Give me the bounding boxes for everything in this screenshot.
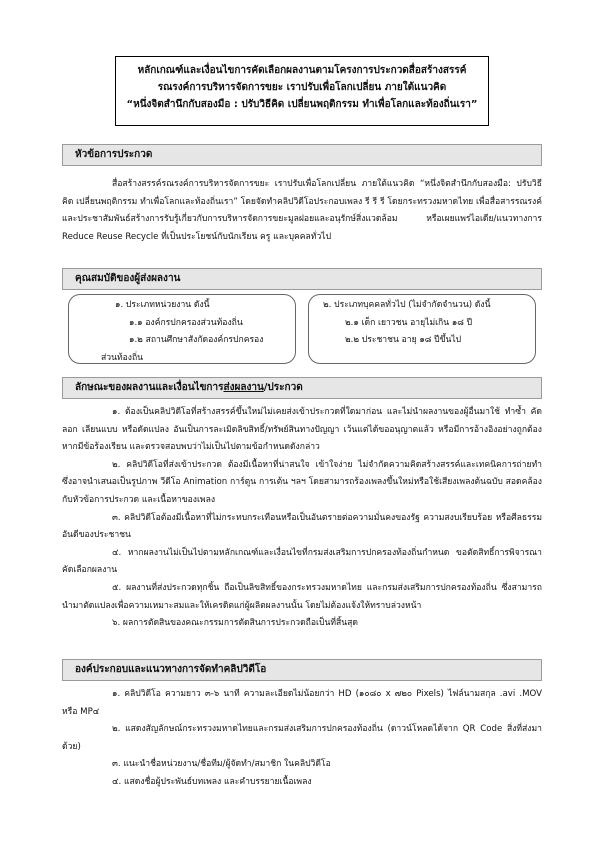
condition-6: ๖. ผลการตัดสินของคณะกรรมการตัดสินการประกวดถือเป็นที่สิ้นสุด	[112, 618, 358, 629]
condition-3: ๓. คลิปวิดีโอต้องมีเนื้อหาที่ไม่กระทบกระเทือนหรือเป็นอันตรายต่อความมั่นคงของรัฐ ความสงบเรียบร้อย หรือศีลธรรมอันดีของประชาชน	[62, 512, 542, 541]
heading-part: ลักษณะของผลงานและเงื่อนไขการ	[75, 382, 224, 393]
section-heading-work-conditions	[62, 377, 542, 399]
component-3: ๓. แนะนำชื่อหน่วยงาน/ชื่อทีม/ผู้จัดทำ/สมาชิก ในคลิปวิดีโอ	[112, 759, 331, 770]
qualification-subitem: ๑.๑ องค์กรปกครองส่วนท้องถิ่น	[129, 317, 243, 328]
qualification-subitem-continued: ส่วนท้องถิ่น	[101, 352, 144, 363]
condition-4: ๔. หากผลงานไม่เป็นไปตามหลักเกณฑ์และเงื่อนไขที่กรมส่งเสริมการปกครองท้องถิ่นกำหนด ขอตัดสิทธิ์การพิจารณาคัดเลือกผลงาน	[62, 547, 542, 576]
component-2: ๒. แสดงสัญลักษณ์กระทรวงมหาดไทยและกรมส่งเสริมการปกครองท้องถิ่น (ดาวน์โหลดได้จาก QR Code สิ่งที่ส่งมาด้วย)	[62, 724, 542, 752]
heading-part: /ประกวด	[263, 382, 303, 393]
qualification-item: ๒. ประเภทบุคคลทั่วไป (ไม่จำกัดจำนวน) ดังนี้	[323, 300, 491, 310]
section-body-contest-topic	[62, 176, 542, 246]
section-body-work-conditions	[62, 404, 542, 633]
qualification-box-individual	[308, 294, 536, 364]
condition-5: ๕. ผลงานที่ส่งประกวดทุกชิ้น ถือเป็นลิขสิทธิ์ของกระทรวงมหาดไทย และกรมส่งเสริมการปกครองท้องถิ่น ซึ่งสามารถนำมาตัดแปลงเพื่อความเหมาะสมและให้เครดิตแก่ผู้ผลิตผลงานนั้น โดยไม่ต้องแจ้งให้ทราบล่วงหน้า	[62, 582, 542, 611]
title-line-1: หลักเกณฑ์และเงื่อนไขการคัดเลือกผลงานตามโครงการประกวดสื่อสร้างสรรค์	[137, 65, 467, 76]
heading-part-underlined: ส่งผลงาน	[223, 382, 264, 393]
condition-1: ๑. ต้องเป็นคลิปวิดีโอที่สร้างสรรค์ขึ้นใหม่ไม่เคยส่งเข้าประกวดที่ใดมาก่อน และไม่นำผลงานของผู้อื่นมาใช้ ทำซ้ำ คัดลอก เลียนแบบ หรือดัดแปลง อันเป็นการละเมิดลิขสิทธิ์/ทรัพย์สินทางปัญญา เว้นแต่ได้ขออนุญาตแล้ว หรือมีการอ้างอิงอย่างถูกต้อง หากมีข้อร้องเรียน และตรวจสอบพบว่าไม่เป็นไปตามข้อกำหนดดังกล่าว	[62, 407, 542, 453]
qualification-item: ๑. ประเภทหน่วยงาน ดังนี้	[115, 300, 210, 310]
title-line-2: รณรงค์การบริหารจัดการขยะ เราปรับเพื่อโลกเปลี่ยน ภายใต้แนวคิด	[157, 82, 447, 93]
qualification-box-organization	[68, 294, 296, 364]
condition-2: ๒. คลิปวิดีโอที่ส่งเข้าประกวด ต้องมีเนื้อหาที่น่าสนใจ เข้าใจง่าย ไม่จำกัดความคิดสร้างสรรค์และเทคนิคการถ่ายทำ ซึ่งอาจนำเสนอเป็นรูปภาพ วีดีโอ Animation การ์ตูน การเต้น ฯลฯ โดยสามารถร้องเพลงขึ้นใหม่หรือใช้เสียงเพลงต้นฉบับ สอดคล้องกับหัวข้อการประกวด และเนื้อหาของเพลง	[62, 459, 542, 505]
component-4: ๔. แสดงชื่อผู้ประพันธ์บทเพลง และคำบรรยายเนื้อเพลง	[112, 776, 312, 787]
paragraph: สื่อสร้างสรรค์รณรงค์การบริหารจัดการขยะ เราปรับเพื่อโลกเปลี่ยน ภายใต้แนวคิด “หนึ่งจิตสำนึกกับสองมือ: ปรับวิธีคิด เปลี่ยนพฤติกรรม ทำเพื่อโลกและท้องถิ่นเรา” โดยจัดทำคลิปวิดีโอประกอบเพลง รี รี รี โดยกระทรวงมหาดไทย เพื่อสื่อสารรณรงค์และประชาสัมพันธ์สร้างการรับรู้เกี่ยวกับการบริหารจัดการขยะมูลฝอยและอนุรักษ์สิ่งแวดล้อม หรือเผยแพร่ไอเดีย/แนวทางการ Reduce Reuse Recycle ที่เป็นประโยชน์กับนักเรียน ครู และบุคคลทั่วไป	[62, 179, 542, 242]
title-line-3: “หนึ่งจิตสำนึกกับสองมือ : ปรับวิธีคิด เปลี่ยนพฤติกรรม ทำเพื่อโลกและท้องถิ่นเรา”	[126, 99, 478, 110]
document-title-box	[115, 56, 489, 126]
qualification-subitem: ๒.๑ เด็ก เยาวชน อายุไม่เกิน ๑๘ ปี	[345, 317, 473, 328]
qualification-subitem: ๑.๒ สถานศึกษาสังกัดองค์กรปกครอง	[129, 335, 264, 345]
section-heading-qualifications: คุณสมบัติของผู้ส่งผลงาน	[62, 268, 542, 290]
section-heading-contest-topic: หัวข้อการประกวด	[62, 144, 542, 166]
component-1: ๑. คลิปวิดีโอ ความยาว ๓-๖ นาที ความละเอียดไม่น้อยกว่า HD (๑๐๘๐ x ๗๒๐ Pixels) ไฟล์นามสกุล .avi .MOV หรือ MP๔	[62, 689, 542, 717]
section-heading-video-components: องค์ประกอบและแนวทางการจัดทำคลิปวิดีโอ	[62, 659, 542, 681]
qualification-subitem: ๒.๒ ประชาชน อายุ ๑๘ ปีขึ้นไป	[345, 335, 462, 345]
section-body-video-components	[62, 686, 542, 792]
